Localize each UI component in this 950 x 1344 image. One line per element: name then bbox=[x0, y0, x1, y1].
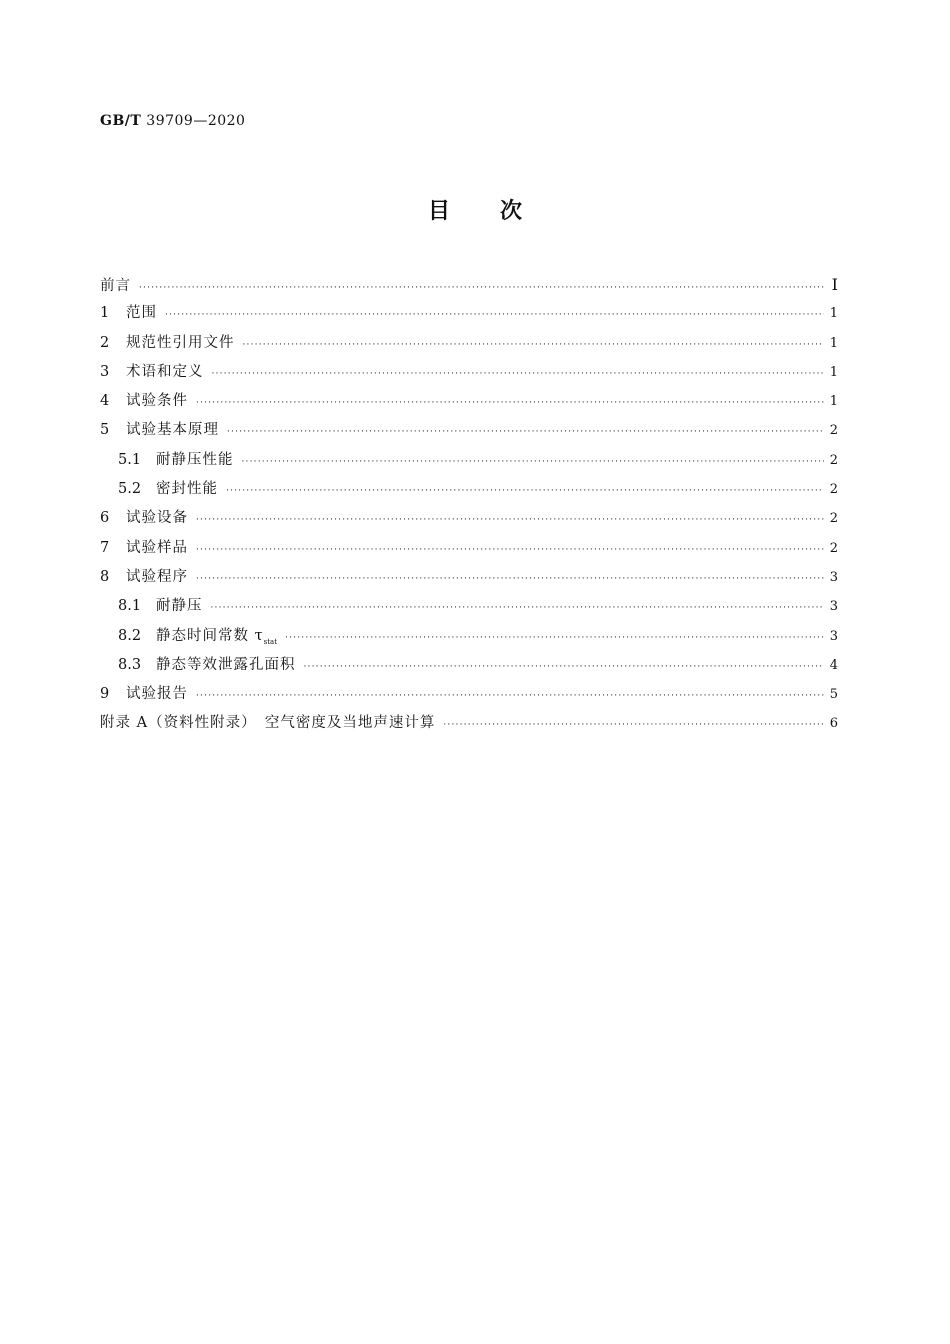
toc-entry-page: 2 bbox=[829, 540, 838, 556]
toc-entry-number: 8.3 bbox=[118, 656, 142, 673]
toc-entry-page: 2 bbox=[829, 452, 838, 468]
toc-entry-7[interactable] bbox=[100, 534, 838, 563]
toc-entry-label-subscript: stat bbox=[263, 637, 278, 646]
toc-entry-9[interactable] bbox=[100, 680, 838, 709]
toc-entry-page: 1 bbox=[829, 364, 838, 380]
toc-dot-leader bbox=[242, 448, 825, 477]
toc-entry-label: 试验程序 bbox=[126, 568, 188, 585]
toc-entry-number: 3 bbox=[100, 363, 110, 380]
toc-dot-leader bbox=[165, 301, 824, 330]
toc-entry-page: 5 bbox=[829, 687, 838, 703]
toc-entry-2[interactable] bbox=[100, 329, 838, 358]
toc-entry-page: 4 bbox=[829, 657, 838, 673]
toc-entry-page: Ⅰ bbox=[831, 275, 838, 294]
toc-entry-5-2[interactable] bbox=[100, 475, 838, 504]
toc-entry-label: 密封性能 bbox=[156, 481, 218, 498]
toc-dot-leader bbox=[243, 331, 825, 360]
toc-entry-8-3[interactable] bbox=[100, 651, 838, 680]
toc-dot-leader bbox=[196, 389, 824, 418]
toc-entry-label: 静态等效泄露孔面积 bbox=[156, 656, 296, 673]
toc-entry-page: 3 bbox=[829, 599, 838, 615]
toc-dot-leader bbox=[443, 711, 824, 740]
toc-entry-label: 附录 A（资料性附录） 空气密度及当地声速计算 bbox=[100, 715, 436, 732]
standard-prefix: GB/T bbox=[100, 113, 142, 129]
toc-dot-leader bbox=[304, 653, 825, 682]
toc-entry-3[interactable] bbox=[100, 358, 838, 387]
toc-entry-label-text: 静态时间常数 τ bbox=[156, 627, 264, 644]
toc-entry-number: 2 bbox=[100, 334, 110, 351]
toc-dot-leader bbox=[212, 360, 825, 389]
standard-code bbox=[100, 113, 245, 129]
toc-entry-label: 耐静压 bbox=[156, 598, 203, 615]
toc-dot-leader bbox=[196, 682, 824, 711]
toc-entry-1[interactable] bbox=[100, 299, 838, 328]
toc-entry-5-1[interactable] bbox=[100, 446, 838, 475]
toc-entry-page: 1 bbox=[829, 394, 838, 410]
toc-title: 目次 bbox=[427, 199, 572, 224]
toc-dot-leader bbox=[211, 594, 825, 623]
toc-entry-5[interactable] bbox=[100, 416, 838, 445]
toc-dot-leader bbox=[227, 418, 824, 447]
toc-entry-page: 3 bbox=[829, 628, 838, 644]
toc-entry-foreword[interactable] bbox=[100, 270, 838, 299]
toc-entry-number: 5 bbox=[100, 422, 110, 439]
toc-entry-8-1[interactable] bbox=[100, 592, 838, 621]
toc-entry-number: 6 bbox=[100, 510, 110, 527]
toc-entry-label: 试验基本原理 bbox=[126, 422, 219, 439]
toc-dot-leader bbox=[285, 624, 824, 653]
toc-entry-label: 前言 bbox=[100, 278, 131, 294]
toc-entry-number: 8 bbox=[100, 568, 110, 585]
toc-entry-label: 试验设备 bbox=[126, 510, 188, 527]
toc-entry-8[interactable] bbox=[100, 563, 838, 592]
toc-dot-leader bbox=[196, 565, 824, 594]
toc-entry-number: 5.1 bbox=[118, 451, 142, 468]
toc-entry-label: 范围 bbox=[126, 305, 157, 322]
toc-entry-label: 规范性引用文件 bbox=[126, 334, 235, 351]
toc-entry-page: 6 bbox=[829, 716, 838, 732]
toc-dot-leader bbox=[196, 536, 824, 565]
toc-entry-8-2[interactable] bbox=[100, 622, 838, 651]
toc-entry-label: 耐静压性能 bbox=[156, 451, 234, 468]
table-of-contents bbox=[100, 270, 838, 739]
toc-entry-6[interactable] bbox=[100, 504, 838, 533]
toc-entry-page: 2 bbox=[829, 423, 838, 439]
standard-number: 39709—2020 bbox=[146, 113, 246, 129]
toc-entry-number: 5.2 bbox=[118, 481, 142, 498]
toc-entry-appendix-a[interactable] bbox=[100, 709, 838, 738]
toc-entry-label: 术语和定义 bbox=[126, 363, 204, 380]
toc-entry-label: 试验报告 bbox=[126, 686, 188, 703]
toc-entry-label: 试验条件 bbox=[126, 393, 188, 410]
toc-dot-leader bbox=[226, 477, 824, 506]
toc-entry-page: 1 bbox=[829, 335, 838, 351]
toc-entry-page: 2 bbox=[829, 482, 838, 498]
toc-entry-4[interactable] bbox=[100, 387, 838, 416]
toc-entry-page: 3 bbox=[829, 569, 838, 585]
toc-entry-number: 1 bbox=[100, 305, 110, 322]
toc-entry-label: 试验样品 bbox=[126, 539, 188, 556]
toc-entry-page: 2 bbox=[829, 511, 838, 527]
toc-entry-number: 4 bbox=[100, 393, 110, 410]
toc-entry-number: 8.1 bbox=[118, 598, 142, 615]
toc-dot-leader bbox=[139, 274, 824, 303]
toc-entry-number: 8.2 bbox=[118, 627, 142, 644]
toc-dot-leader bbox=[196, 506, 824, 535]
toc-entry-number: 7 bbox=[100, 539, 110, 556]
toc-entry-number: 9 bbox=[100, 686, 110, 703]
toc-entry-page: 1 bbox=[829, 306, 838, 322]
